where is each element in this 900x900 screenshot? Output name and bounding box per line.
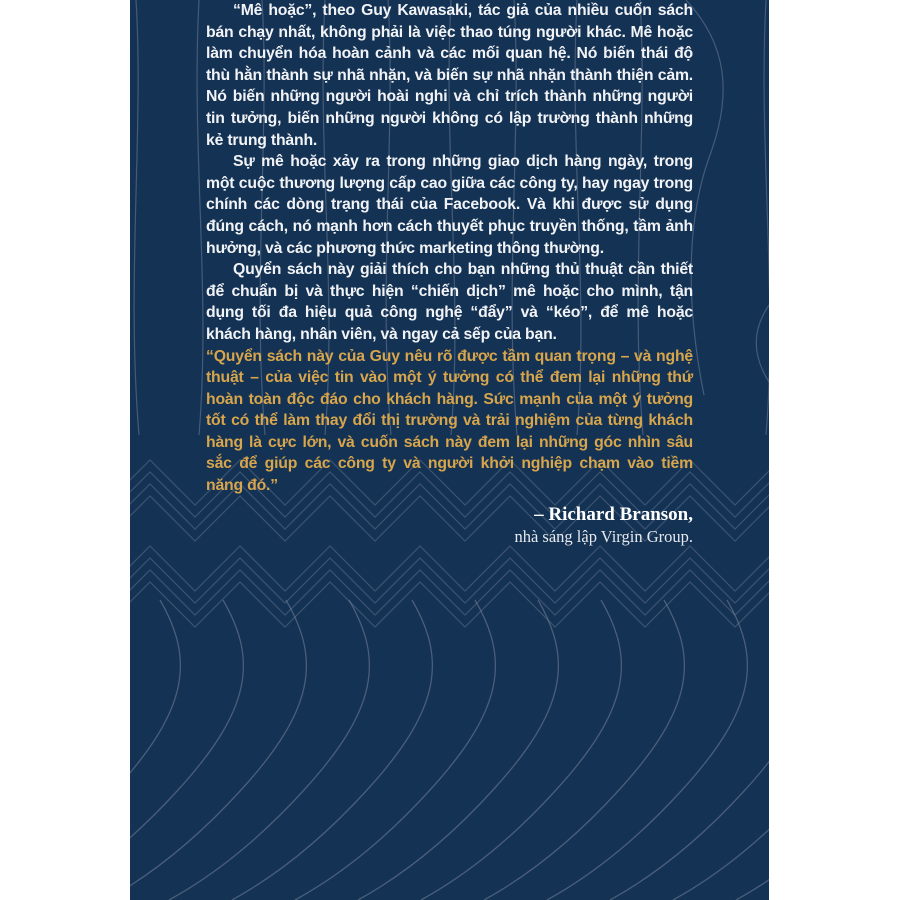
back-cover-text (206, 0, 693, 547)
quote-attribution-role: nhà sáng lập Virgin Group. (514, 526, 693, 546)
endorsement-quote: “Quyển sách này của Guy nêu rõ được tầm quan trọng – và nghệ thuật – của việc tin vào một ý tưởng có thể đem lại những thứ hoàn toàn độc đáo cho khách hàng. Sức mạnh của một ý tưởng tốt có thể làm thay đổi thị trường và trải nghiệm của từng khách hàng là cực lớn, và cuốn sách này đem lại những góc nhìn sâu sắc để giúp các công ty và người khởi nghiệp chạm vào tiềm năng đó.” (206, 347, 693, 495)
quote-attribution-name: – Richard Branson, (534, 503, 693, 525)
body-paragraph-2: Sự mê hoặc xảy ra trong những giao dịch hàng ngày, trong một cuộc thương lượng cấp cao giữa các công ty, hay ngay trong chính các dòng trạng thái của Facebook. Và khi được sử dụng đúng cách, nó mạnh hơn cách thuyết phục truyền thống, tầm ảnh hưởng, và các phương thức marketing thông thường. (206, 153, 693, 257)
diagonal-wave-lines (130, 600, 769, 900)
book-back-cover (130, 0, 769, 900)
body-paragraph-1: “Mê hoặc”, theo Guy Kawasaki, tác giả của nhiều cuốn sách bán chạy nhất, không phải là việc thao túng người khác. Mê hoặc làm chuyển hóa hoàn cảnh và các mối quan hệ. Nó biến thái độ thù hằn thành sự nhã nhặn, và biến sự nhã nhặn thành thiện cảm. Nó biến những người hoài nghi và chỉ trích thành những người tin tưởng, biến những người không có lập trường thành những kẻ trung thành. (206, 2, 693, 149)
body-paragraph-3: Quyển sách này giải thích cho bạn những thủ thuật cần thiết để chuẩn bị và thực hiện “chiến dịch” mê hoặc cho mình, tận dụng tối đa hiệu quả công nghệ “đẩy” và “kéo”, để mê hoặc khách hàng, nhân viên, và ngay cả sếp của bạn. (206, 261, 693, 343)
quote-attribution (206, 503, 693, 547)
